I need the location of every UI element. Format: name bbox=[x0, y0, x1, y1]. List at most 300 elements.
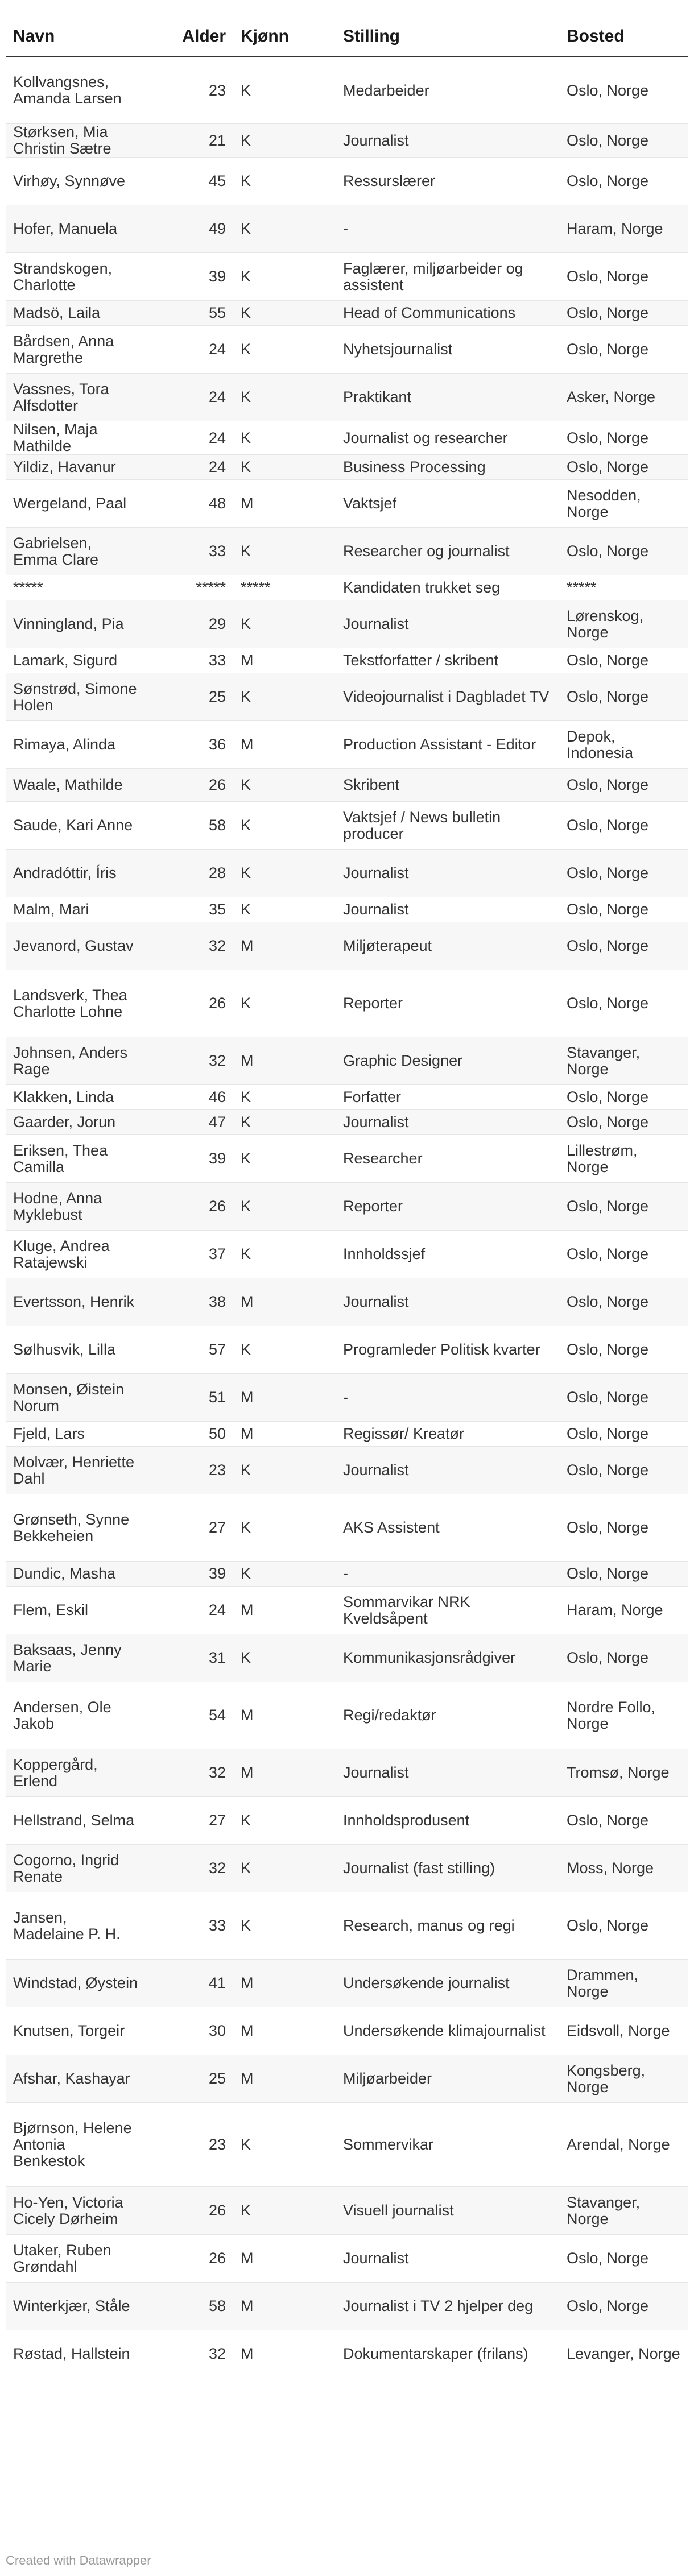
cell-navn: Strandskogen, Charlotte bbox=[6, 253, 147, 301]
table-row bbox=[6, 673, 688, 721]
cell-bosted: Stavanger, Norge bbox=[559, 2187, 688, 2235]
cell-kjonn: K bbox=[233, 205, 336, 253]
cell-navn: ***** bbox=[6, 575, 147, 600]
cell-bosted: Oslo, Norge bbox=[559, 1326, 688, 1374]
cell-alder: 27 bbox=[147, 1797, 233, 1845]
cell-kjonn: K bbox=[233, 421, 336, 455]
cell-bosted: Arendal, Norge bbox=[559, 2103, 688, 2187]
table-row bbox=[6, 205, 688, 253]
table-row bbox=[6, 1587, 688, 1634]
cell-bosted: Oslo, Norge bbox=[559, 850, 688, 897]
cell-kjonn: K bbox=[233, 1231, 336, 1278]
cell-stilling: Miljøterapeut bbox=[336, 922, 559, 970]
cell-bosted: Oslo, Norge bbox=[559, 57, 688, 124]
cell-alder: 24 bbox=[147, 326, 233, 374]
cell-kjonn: M bbox=[233, 1587, 336, 1634]
cell-kjonn: K bbox=[233, 57, 336, 124]
cell-alder: 26 bbox=[147, 2187, 233, 2235]
cell-bosted: Oslo, Norge bbox=[559, 455, 688, 480]
cell-kjonn: M bbox=[233, 648, 336, 673]
cell-kjonn: K bbox=[233, 528, 336, 575]
cell-stilling: Miljøarbeider bbox=[336, 2055, 559, 2103]
table-row bbox=[6, 1892, 688, 1960]
table-row bbox=[6, 158, 688, 205]
cell-bosted: Oslo, Norge bbox=[559, 769, 688, 802]
cell-stilling: Researcher bbox=[336, 1135, 559, 1183]
cell-bosted: Oslo, Norge bbox=[559, 253, 688, 301]
cell-alder: 24 bbox=[147, 421, 233, 455]
table-row bbox=[6, 1749, 688, 1797]
cell-stilling: Kommunikasjonsrådgiver bbox=[336, 1634, 559, 1682]
cell-bosted: Tromsø, Norge bbox=[559, 1749, 688, 1797]
table-row bbox=[6, 1085, 688, 1110]
cell-alder: 25 bbox=[147, 673, 233, 721]
cell-navn: Grønseth, Synne Bekkeheien bbox=[6, 1494, 147, 1562]
cell-bosted: Oslo, Norge bbox=[559, 1892, 688, 1960]
table-row bbox=[6, 421, 688, 455]
table-row bbox=[6, 1110, 688, 1135]
cell-alder: 29 bbox=[147, 600, 233, 648]
cell-stilling: Videojournalist i Dagbladet TV bbox=[336, 673, 559, 721]
cell-kjonn: K bbox=[233, 158, 336, 205]
cell-navn: Røstad, Hallstein bbox=[6, 2330, 147, 2378]
cell-navn: Størksen, Mia Christin Sætre bbox=[6, 124, 147, 158]
cell-kjonn: K bbox=[233, 1110, 336, 1135]
cell-bosted: Asker, Norge bbox=[559, 374, 688, 421]
table-row bbox=[6, 2187, 688, 2235]
cell-kjonn: K bbox=[233, 850, 336, 897]
cell-alder: 37 bbox=[147, 1231, 233, 1278]
cell-alder: 55 bbox=[147, 301, 233, 326]
cell-kjonn: K bbox=[233, 2187, 336, 2235]
cell-navn: Kollvangsnes, Amanda Larsen bbox=[6, 57, 147, 124]
cell-bosted: Oslo, Norge bbox=[559, 1374, 688, 1422]
cell-alder: 26 bbox=[147, 970, 233, 1037]
cell-kjonn: K bbox=[233, 253, 336, 301]
table-row bbox=[6, 802, 688, 850]
table-row bbox=[6, 1447, 688, 1494]
cell-kjonn: K bbox=[233, 1797, 336, 1845]
cell-alder: 25 bbox=[147, 2055, 233, 2103]
cell-navn: Koppergård, Erlend bbox=[6, 1749, 147, 1797]
cell-alder: 46 bbox=[147, 1085, 233, 1110]
cell-stilling: Journalist bbox=[336, 124, 559, 158]
cell-kjonn: K bbox=[233, 301, 336, 326]
cell-stilling: AKS Assistent bbox=[336, 1494, 559, 1562]
cell-kjonn: M bbox=[233, 1682, 336, 1749]
cell-stilling: Journalist bbox=[336, 850, 559, 897]
cell-bosted: Stavanger, Norge bbox=[559, 1037, 688, 1085]
table-row bbox=[6, 1634, 688, 1682]
cell-kjonn: K bbox=[233, 1085, 336, 1110]
cell-bosted: Nordre Follo, Norge bbox=[559, 1682, 688, 1749]
cell-navn: Gabrielsen, Emma Clare bbox=[6, 528, 147, 575]
cell-alder: ***** bbox=[147, 575, 233, 600]
table-row bbox=[6, 301, 688, 326]
cell-stilling: Tekstforfatter / skribent bbox=[336, 648, 559, 673]
cell-stilling: Journalist i TV 2 hjelper deg bbox=[336, 2283, 559, 2330]
cell-stilling: Journalist og researcher bbox=[336, 421, 559, 455]
cell-bosted: Oslo, Norge bbox=[559, 2235, 688, 2283]
cell-alder: 45 bbox=[147, 158, 233, 205]
cell-bosted: Oslo, Norge bbox=[559, 1494, 688, 1562]
cell-alder: 32 bbox=[147, 1037, 233, 1085]
cell-navn: Bårdsen, Anna Margrethe bbox=[6, 326, 147, 374]
cell-kjonn: K bbox=[233, 124, 336, 158]
cell-kjonn: K bbox=[233, 2103, 336, 2187]
cell-navn: Ho-Yen, Victoria Cicely Dørheim bbox=[6, 2187, 147, 2235]
table-row bbox=[6, 480, 688, 528]
cell-navn: Madsö, Laila bbox=[6, 301, 147, 326]
cell-navn: Rimaya, Alinda bbox=[6, 721, 147, 769]
cell-alder: 23 bbox=[147, 2103, 233, 2187]
table-row bbox=[6, 1037, 688, 1085]
cell-alder: 24 bbox=[147, 374, 233, 421]
cell-alder: 49 bbox=[147, 205, 233, 253]
cell-stilling: Skribent bbox=[336, 769, 559, 802]
cell-navn: Malm, Mari bbox=[6, 897, 147, 922]
cell-alder: 31 bbox=[147, 1634, 233, 1682]
cell-stilling: Journalist bbox=[336, 1447, 559, 1494]
cell-kjonn: M bbox=[233, 2007, 336, 2055]
cell-navn: Molvær, Henriette Dahl bbox=[6, 1447, 147, 1494]
table-row bbox=[6, 253, 688, 301]
cell-bosted: Oslo, Norge bbox=[559, 2283, 688, 2330]
header-navn[interactable]: Navn bbox=[6, 16, 147, 57]
header-alder[interactable]: Alder bbox=[147, 16, 233, 57]
cell-kjonn: K bbox=[233, 455, 336, 480]
cell-bosted: Lillestrøm, Norge bbox=[559, 1135, 688, 1183]
cell-bosted: Haram, Norge bbox=[559, 1587, 688, 1634]
cell-navn: Cogorno, Ingrid Renate bbox=[6, 1845, 147, 1892]
cell-navn: Hofer, Manuela bbox=[6, 205, 147, 253]
header-stilling[interactable]: Stilling bbox=[336, 16, 559, 57]
cell-kjonn: M bbox=[233, 2055, 336, 2103]
cell-stilling: Visuell journalist bbox=[336, 2187, 559, 2235]
header-kjonn[interactable]: Kjønn bbox=[233, 16, 336, 57]
cell-navn: Evertsson, Henrik bbox=[6, 1278, 147, 1326]
cell-stilling: Graphic Designer bbox=[336, 1037, 559, 1085]
cell-alder: 39 bbox=[147, 253, 233, 301]
cell-stilling: Journalist (fast stilling) bbox=[336, 1845, 559, 1892]
cell-navn: Knutsen, Torgeir bbox=[6, 2007, 147, 2055]
cell-kjonn: M bbox=[233, 2235, 336, 2283]
cell-bosted: Oslo, Norge bbox=[559, 301, 688, 326]
table-row bbox=[6, 1183, 688, 1231]
table-row bbox=[6, 528, 688, 575]
cell-alder: 32 bbox=[147, 1749, 233, 1797]
cell-bosted: Oslo, Norge bbox=[559, 802, 688, 850]
table-row bbox=[6, 2283, 688, 2330]
cell-bosted: Oslo, Norge bbox=[559, 326, 688, 374]
cell-kjonn: K bbox=[233, 1326, 336, 1374]
cell-alder: 36 bbox=[147, 721, 233, 769]
cell-bosted: Oslo, Norge bbox=[559, 922, 688, 970]
table-row bbox=[6, 1422, 688, 1447]
cell-alder: 24 bbox=[147, 1587, 233, 1634]
cell-alder: 32 bbox=[147, 1845, 233, 1892]
table-row bbox=[6, 1797, 688, 1845]
cell-stilling: Head of Communications bbox=[336, 301, 559, 326]
cell-stilling: Sommervikar bbox=[336, 2103, 559, 2187]
cell-bosted: Oslo, Norge bbox=[559, 1085, 688, 1110]
cell-alder: 33 bbox=[147, 648, 233, 673]
cell-kjonn: M bbox=[233, 1960, 336, 2007]
cell-kjonn: K bbox=[233, 970, 336, 1037]
cell-navn: Sølhusvik, Lilla bbox=[6, 1326, 147, 1374]
cell-navn: Hodne, Anna Myklebust bbox=[6, 1183, 147, 1231]
cell-alder: 47 bbox=[147, 1110, 233, 1135]
cell-bosted: Oslo, Norge bbox=[559, 1634, 688, 1682]
cell-alder: 58 bbox=[147, 802, 233, 850]
cell-kjonn: M bbox=[233, 2283, 336, 2330]
cell-navn: Sønstrød, Simone Holen bbox=[6, 673, 147, 721]
cell-alder: 23 bbox=[147, 1447, 233, 1494]
cell-stilling: Journalist bbox=[336, 1278, 559, 1326]
table-row bbox=[6, 57, 688, 124]
cell-navn: Vinningland, Pia bbox=[6, 600, 147, 648]
cell-alder: 54 bbox=[147, 1682, 233, 1749]
cell-alder: 30 bbox=[147, 2007, 233, 2055]
cell-kjonn: K bbox=[233, 1494, 336, 1562]
cell-stilling: Innholdssjef bbox=[336, 1231, 559, 1278]
cell-stilling: Journalist bbox=[336, 1749, 559, 1797]
table-row bbox=[6, 970, 688, 1037]
cell-alder: 21 bbox=[147, 124, 233, 158]
table-row bbox=[6, 374, 688, 421]
cell-alder: 35 bbox=[147, 897, 233, 922]
cell-navn: Jevanord, Gustav bbox=[6, 922, 147, 970]
cell-kjonn: K bbox=[233, 1562, 336, 1587]
cell-alder: 39 bbox=[147, 1562, 233, 1587]
cell-navn: Andersen, Ole Jakob bbox=[6, 1682, 147, 1749]
data-table bbox=[6, 16, 688, 2378]
cell-alder: 48 bbox=[147, 480, 233, 528]
table-row bbox=[6, 1135, 688, 1183]
cell-stilling: Undersøkende klimajournalist bbox=[336, 2007, 559, 2055]
cell-navn: Bjørnson, Helene Antonia Benkestok bbox=[6, 2103, 147, 2187]
cell-navn: Dundic, Masha bbox=[6, 1562, 147, 1587]
cell-alder: 39 bbox=[147, 1135, 233, 1183]
table-row bbox=[6, 2235, 688, 2283]
cell-navn: Winterkjær, Ståle bbox=[6, 2283, 147, 2330]
cell-kjonn: K bbox=[233, 374, 336, 421]
table-container bbox=[6, 16, 688, 2378]
cell-stilling: Vaktsjef / News bulletin producer bbox=[336, 802, 559, 850]
cell-stilling: Vaktsjef bbox=[336, 480, 559, 528]
cell-navn: Jansen, Madelaine P. H. bbox=[6, 1892, 147, 1960]
cell-stilling: - bbox=[336, 1374, 559, 1422]
cell-stilling: Regi/redaktør bbox=[336, 1682, 559, 1749]
cell-alder: 24 bbox=[147, 455, 233, 480]
cell-alder: 23 bbox=[147, 57, 233, 124]
cell-kjonn: K bbox=[233, 897, 336, 922]
table-row bbox=[6, 1960, 688, 2007]
cell-bosted: Oslo, Norge bbox=[559, 897, 688, 922]
cell-navn: Landsverk, Thea Charlotte Lohne bbox=[6, 970, 147, 1037]
table-row bbox=[6, 1231, 688, 1278]
cell-stilling: Innholdsprodusent bbox=[336, 1797, 559, 1845]
cell-kjonn: K bbox=[233, 769, 336, 802]
cell-stilling: Undersøkende journalist bbox=[336, 1960, 559, 2007]
table-row bbox=[6, 326, 688, 374]
cell-stilling: Kandidaten trukket seg bbox=[336, 575, 559, 600]
cell-kjonn: M bbox=[233, 2330, 336, 2378]
header-bosted[interactable]: Bosted bbox=[559, 16, 688, 57]
cell-kjonn: M bbox=[233, 1374, 336, 1422]
cell-stilling: Research, manus og regi bbox=[336, 1892, 559, 1960]
cell-kjonn: K bbox=[233, 1845, 336, 1892]
cell-alder: 58 bbox=[147, 2283, 233, 2330]
cell-bosted: Nesodden, Norge bbox=[559, 480, 688, 528]
cell-alder: 38 bbox=[147, 1278, 233, 1326]
cell-navn: Johnsen, Anders Rage bbox=[6, 1037, 147, 1085]
cell-stilling: - bbox=[336, 1562, 559, 1587]
datawrapper-credit[interactable]: Created with Datawrapper bbox=[6, 2553, 151, 2567]
cell-bosted: Drammen, Norge bbox=[559, 1960, 688, 2007]
cell-kjonn: M bbox=[233, 1422, 336, 1447]
cell-navn: Windstad, Øystein bbox=[6, 1960, 147, 2007]
cell-stilling: Nyhetsjournalist bbox=[336, 326, 559, 374]
cell-stilling: Researcher og journalist bbox=[336, 528, 559, 575]
cell-bosted: Oslo, Norge bbox=[559, 648, 688, 673]
cell-stilling: Forfatter bbox=[336, 1085, 559, 1110]
table-body bbox=[6, 57, 688, 2378]
cell-kjonn: M bbox=[233, 1037, 336, 1085]
table-row bbox=[6, 455, 688, 480]
table-row bbox=[6, 1374, 688, 1422]
cell-bosted: Oslo, Norge bbox=[559, 158, 688, 205]
cell-stilling: Reporter bbox=[336, 1183, 559, 1231]
cell-alder: 26 bbox=[147, 769, 233, 802]
cell-bosted: Oslo, Norge bbox=[559, 1797, 688, 1845]
cell-alder: 50 bbox=[147, 1422, 233, 1447]
cell-kjonn: K bbox=[233, 802, 336, 850]
table-row bbox=[6, 124, 688, 158]
cell-bosted: Moss, Norge bbox=[559, 1845, 688, 1892]
table-row bbox=[6, 575, 688, 600]
table-row bbox=[6, 1845, 688, 1892]
cell-bosted: Oslo, Norge bbox=[559, 1183, 688, 1231]
cell-navn: Fjeld, Lars bbox=[6, 1422, 147, 1447]
cell-navn: Baksaas, Jenny Marie bbox=[6, 1634, 147, 1682]
table-row bbox=[6, 600, 688, 648]
cell-bosted: Oslo, Norge bbox=[559, 970, 688, 1037]
cell-alder: 32 bbox=[147, 922, 233, 970]
cell-stilling: Journalist bbox=[336, 600, 559, 648]
cell-alder: 26 bbox=[147, 2235, 233, 2283]
table-row bbox=[6, 1326, 688, 1374]
cell-stilling: Faglærer, miljøarbeider og assistent bbox=[336, 253, 559, 301]
cell-navn: Klakken, Linda bbox=[6, 1085, 147, 1110]
table-row bbox=[6, 769, 688, 802]
table-row bbox=[6, 897, 688, 922]
cell-kjonn: K bbox=[233, 673, 336, 721]
cell-bosted: Oslo, Norge bbox=[559, 673, 688, 721]
cell-bosted: Oslo, Norge bbox=[559, 1110, 688, 1135]
cell-stilling: Medarbeider bbox=[336, 57, 559, 124]
cell-stilling: Ressurslærer bbox=[336, 158, 559, 205]
cell-navn: Utaker, Ruben Grøndahl bbox=[6, 2235, 147, 2283]
cell-alder: 28 bbox=[147, 850, 233, 897]
cell-navn: Virhøy, Synnøve bbox=[6, 158, 147, 205]
cell-bosted: Lørenskog, Norge bbox=[559, 600, 688, 648]
cell-stilling: Production Assistant - Editor bbox=[336, 721, 559, 769]
cell-alder: 26 bbox=[147, 1183, 233, 1231]
cell-bosted: Haram, Norge bbox=[559, 205, 688, 253]
cell-bosted: Levanger, Norge bbox=[559, 2330, 688, 2378]
cell-bosted: Eidsvoll, Norge bbox=[559, 2007, 688, 2055]
cell-stilling: Dokumentarskaper (frilans) bbox=[336, 2330, 559, 2378]
cell-alder: 51 bbox=[147, 1374, 233, 1422]
cell-bosted: Depok, Indonesia bbox=[559, 721, 688, 769]
table-row bbox=[6, 922, 688, 970]
table-row bbox=[6, 2330, 688, 2378]
cell-kjonn: M bbox=[233, 1278, 336, 1326]
cell-kjonn: M bbox=[233, 922, 336, 970]
cell-navn: Afshar, Kashayar bbox=[6, 2055, 147, 2103]
cell-stilling: Sommarvikar NRK Kveldsåpent bbox=[336, 1587, 559, 1634]
cell-kjonn: K bbox=[233, 1447, 336, 1494]
cell-stilling: - bbox=[336, 205, 559, 253]
cell-bosted: Oslo, Norge bbox=[559, 1422, 688, 1447]
cell-kjonn: K bbox=[233, 1135, 336, 1183]
cell-alder: 33 bbox=[147, 528, 233, 575]
cell-navn: Lamark, Sigurd bbox=[6, 648, 147, 673]
table-row bbox=[6, 1682, 688, 1749]
cell-navn: Yildiz, Havanur bbox=[6, 455, 147, 480]
cell-bosted: Oslo, Norge bbox=[559, 1278, 688, 1326]
cell-navn: Hellstrand, Selma bbox=[6, 1797, 147, 1845]
cell-navn: Nilsen, Maja Mathilde bbox=[6, 421, 147, 455]
cell-navn: Gaarder, Jorun bbox=[6, 1110, 147, 1135]
cell-stilling: Journalist bbox=[336, 1110, 559, 1135]
cell-stilling: Programleder Politisk kvarter bbox=[336, 1326, 559, 1374]
cell-kjonn: K bbox=[233, 326, 336, 374]
cell-bosted: Oslo, Norge bbox=[559, 124, 688, 158]
cell-navn: Kluge, Andrea Ratajewski bbox=[6, 1231, 147, 1278]
table-row bbox=[6, 1562, 688, 1587]
cell-bosted: Oslo, Norge bbox=[559, 1562, 688, 1587]
cell-alder: 33 bbox=[147, 1892, 233, 1960]
cell-kjonn: K bbox=[233, 1892, 336, 1960]
cell-stilling: Journalist bbox=[336, 897, 559, 922]
cell-kjonn: ***** bbox=[233, 575, 336, 600]
cell-navn: Vassnes, Tora Alfsdotter bbox=[6, 374, 147, 421]
cell-stilling: Praktikant bbox=[336, 374, 559, 421]
cell-navn: Saude, Kari Anne bbox=[6, 802, 147, 850]
cell-navn: Andradóttir, Íris bbox=[6, 850, 147, 897]
cell-alder: 27 bbox=[147, 1494, 233, 1562]
cell-bosted: Oslo, Norge bbox=[559, 1231, 688, 1278]
cell-alder: 57 bbox=[147, 1326, 233, 1374]
cell-kjonn: M bbox=[233, 1749, 336, 1797]
cell-bosted: ***** bbox=[559, 575, 688, 600]
cell-stilling: Business Processing bbox=[336, 455, 559, 480]
cell-stilling: Regissør/ Kreatør bbox=[336, 1422, 559, 1447]
cell-kjonn: K bbox=[233, 600, 336, 648]
cell-navn: Waale, Mathilde bbox=[6, 769, 147, 802]
table-row bbox=[6, 1278, 688, 1326]
cell-stilling: Reporter bbox=[336, 970, 559, 1037]
cell-bosted: Oslo, Norge bbox=[559, 1447, 688, 1494]
table-row bbox=[6, 2007, 688, 2055]
table-row bbox=[6, 2103, 688, 2187]
cell-kjonn: K bbox=[233, 1634, 336, 1682]
cell-navn: Flem, Eskil bbox=[6, 1587, 147, 1634]
cell-kjonn: K bbox=[233, 1183, 336, 1231]
header-row bbox=[6, 16, 688, 57]
